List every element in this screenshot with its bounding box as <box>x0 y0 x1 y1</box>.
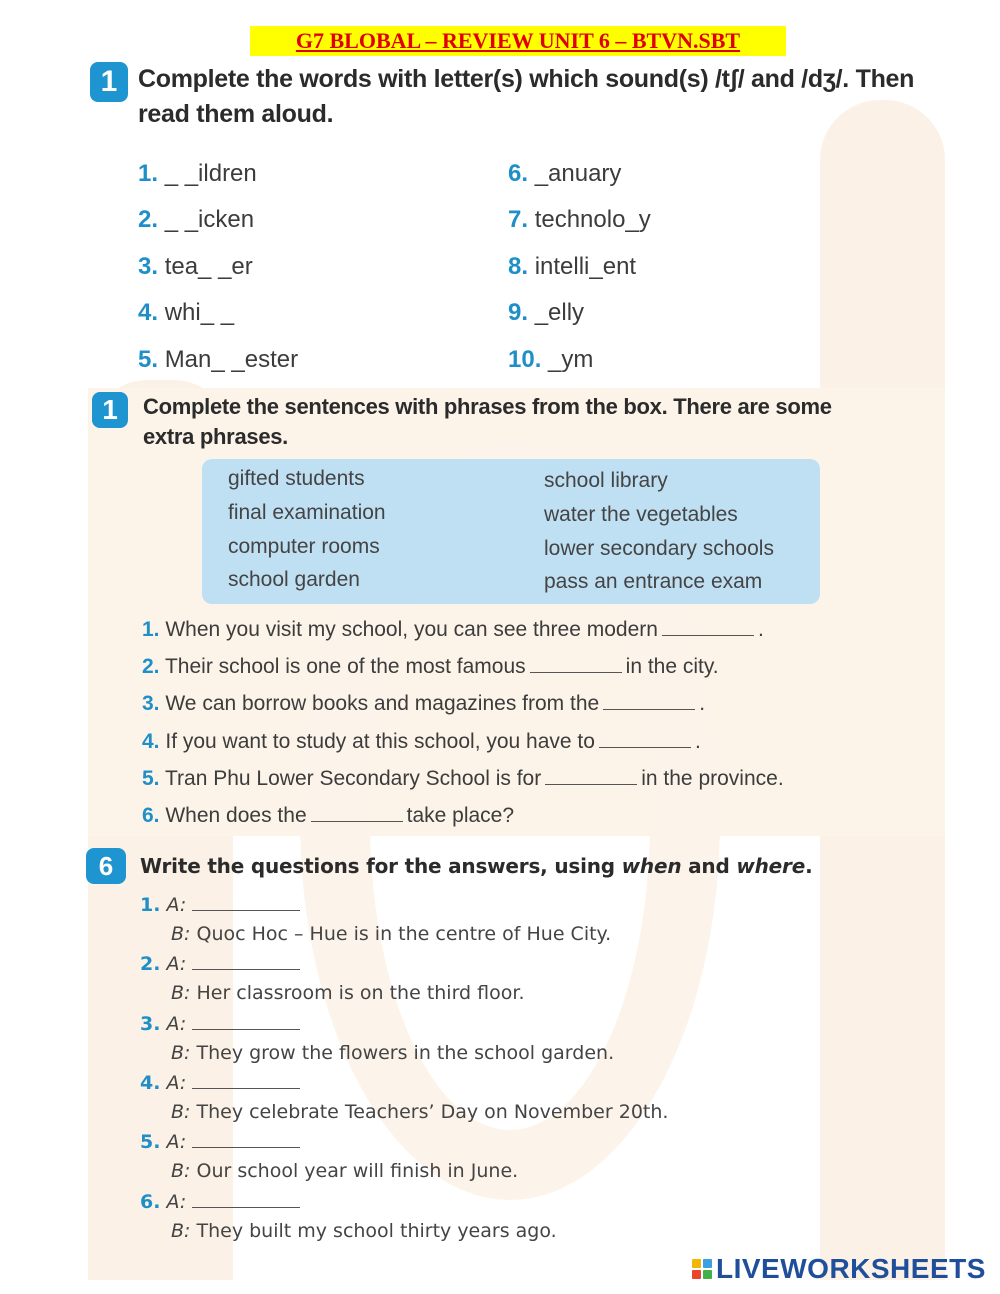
phrase-option[interactable]: water the vegetables <box>544 503 738 526</box>
word-text[interactable]: _ _icken <box>164 206 255 233</box>
word-text[interactable]: _anuary <box>534 160 622 187</box>
word-item: 7. technolo_y <box>508 206 651 233</box>
phrase-option[interactable]: school library <box>544 469 668 492</box>
sentence-item: 3. We can borrow books and magazines from the . <box>142 692 706 715</box>
answer-line: B: Her classroom is on the third floor. <box>171 982 525 1004</box>
answer-line: B: Our school year will finish in June. <box>171 1160 519 1182</box>
question-blank[interactable] <box>192 1073 300 1089</box>
exercise-instruction <box>143 392 832 452</box>
exercise-instruction: Write the questions for the answers, using when and where. <box>140 854 813 878</box>
question-blank[interactable] <box>192 895 300 911</box>
liveworksheets-logo[interactable] <box>692 1254 986 1284</box>
word-item: 1. _ _ildren <box>138 160 257 187</box>
word-item: 10. _ym <box>508 346 594 373</box>
answer-line: B: They grow the flowers in the school garden. <box>171 1042 615 1064</box>
word-text[interactable]: _ym <box>548 346 594 373</box>
page-title: G7 BLOBAL – REVIEW UNIT 6 – BTVN.SBT <box>250 26 786 56</box>
exercise-badge: 1 <box>92 392 128 428</box>
question-line: 3. A: <box>140 1013 300 1035</box>
word-text[interactable]: _elly <box>534 299 585 326</box>
logo-icon <box>692 1259 712 1279</box>
phrase-option[interactable]: final examination <box>228 501 386 524</box>
answer-line: B: Quoc Hoc – Hue is in the centre of Hue City. <box>171 923 612 945</box>
answer-line: B: They built my school thirty years ago. <box>171 1220 557 1242</box>
answer-blank[interactable] <box>603 692 695 710</box>
question-line: 6. A: <box>140 1191 300 1213</box>
word-item: 4. whi_ _ <box>138 299 235 326</box>
question-blank[interactable] <box>192 1014 300 1030</box>
word-item: 2. _ _icken <box>138 206 255 233</box>
word-item: 9. _elly <box>508 299 585 326</box>
exercise-instruction <box>138 62 914 132</box>
question-blank[interactable] <box>192 954 300 970</box>
instruction-line: Complete the sentences with phrases from the box. There are some <box>143 394 832 419</box>
sentence-item: 4. If you want to study at this school, you have to . <box>142 730 701 753</box>
question-line: 1. A: <box>140 894 300 916</box>
exercise-badge: 6 <box>86 848 126 884</box>
word-text[interactable]: _ _ildren <box>164 160 257 187</box>
sentence-item: 1. When you visit my school, you can see three modern . <box>142 618 764 641</box>
word-text[interactable]: technolo_y <box>534 206 651 233</box>
instruction-line: Complete the words with letter(s) which sound(s) /tʃ/ and /dʒ/. Then <box>138 65 915 93</box>
instruction-line: read them aloud. <box>138 100 334 128</box>
question-line: 5. A: <box>140 1131 300 1153</box>
instruction-line: extra phrases. <box>143 424 288 449</box>
word-item: 6. _anuary <box>508 160 622 187</box>
word-text[interactable]: tea_ _er <box>164 253 253 280</box>
sentence-item: 5. Tran Phu Lower Secondary School is for in the province. <box>142 767 784 790</box>
word-item: 5. Man_ _ester <box>138 346 299 373</box>
question-blank[interactable] <box>192 1132 300 1148</box>
word-text[interactable]: Man_ _ester <box>164 346 299 373</box>
brand-text: LIVEWORKSHEETS <box>716 1253 986 1284</box>
answer-blank[interactable] <box>662 618 754 636</box>
sentence-item: 2. Their school is one of the most famous in the city. <box>142 655 719 678</box>
phrase-option[interactable]: computer rooms <box>228 535 380 558</box>
word-item: 8. intelli_ent <box>508 253 637 280</box>
phrase-option[interactable]: pass an entrance exam <box>544 570 763 593</box>
word-text[interactable]: intelli_ent <box>534 253 637 280</box>
answer-line: B: They celebrate Teachers’ Day on November 20th. <box>171 1101 669 1123</box>
question-blank[interactable] <box>192 1192 300 1208</box>
word-item: 3. tea_ _er <box>138 253 253 280</box>
phrase-option[interactable]: gifted students <box>228 467 365 490</box>
question-line: 2. A: <box>140 953 300 975</box>
phrase-option[interactable]: school garden <box>228 568 360 591</box>
answer-blank[interactable] <box>599 730 691 748</box>
phrase-option[interactable]: lower secondary schools <box>544 537 774 560</box>
question-line: 4. A: <box>140 1072 300 1094</box>
answer-blank[interactable] <box>311 804 403 822</box>
exercise-badge: 1 <box>90 62 128 102</box>
word-text[interactable]: whi_ _ <box>164 299 235 326</box>
answer-blank[interactable] <box>530 655 622 673</box>
answer-blank[interactable] <box>545 767 637 785</box>
sentence-item: 6. When does the take place? <box>142 804 515 827</box>
